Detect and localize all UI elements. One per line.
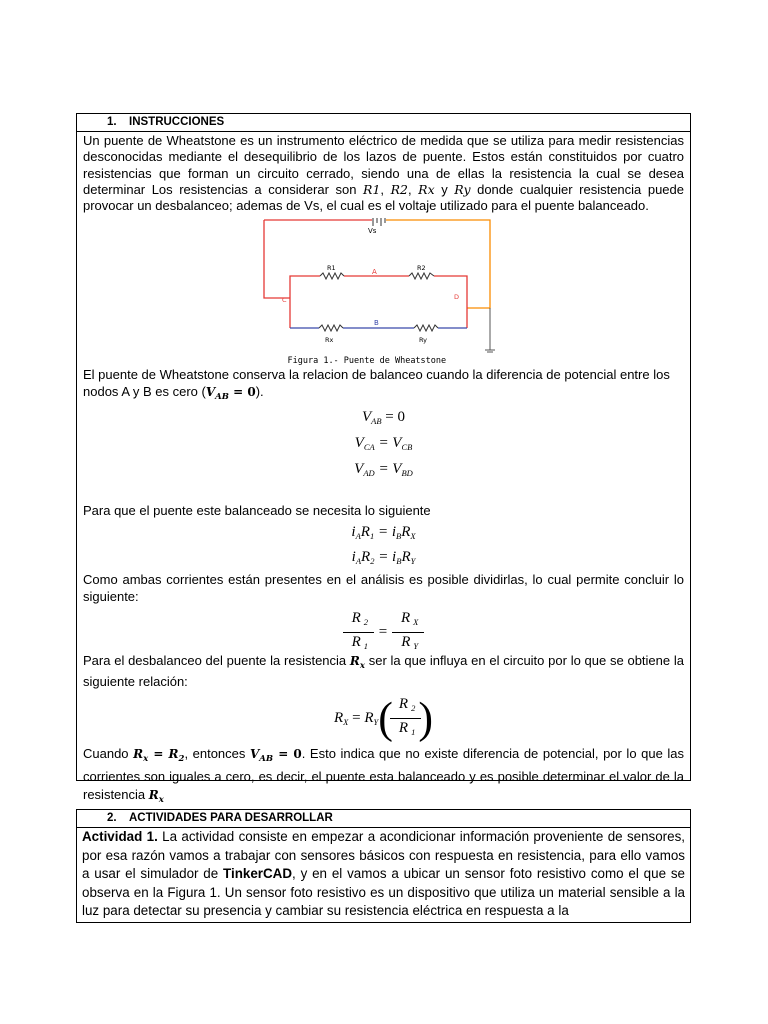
r2-symbol: R2	[390, 181, 408, 197]
vab-sub: AB	[215, 391, 229, 402]
label-c: C	[281, 296, 287, 305]
when-paragraph	[77, 745, 690, 810]
resistor-ry	[414, 325, 438, 331]
eq-vca	[77, 432, 690, 458]
final-d: R	[398, 719, 409, 736]
eq-vab-v: V	[361, 409, 372, 426]
equation-block-1	[77, 406, 690, 484]
vab-eq: = 0	[228, 384, 256, 399]
r1-symbol: R1	[363, 181, 381, 197]
section-header	[77, 810, 690, 828]
section-title: INSTRUCCIONES	[129, 116, 225, 128]
ratio-left-num	[346, 609, 371, 632]
divide-paragraph: Como ambas corrientes están presentes en el análisis es posible dividirlas, lo cual permite concluir lo siguiente:	[83, 572, 684, 604]
label-r1: R1	[326, 264, 336, 273]
label-vs: Vs	[367, 227, 376, 236]
final-lhs-r: R	[334, 709, 344, 726]
eq-vcb-v: = V	[374, 435, 402, 452]
label-a: A	[371, 268, 377, 277]
label-r2: R2	[416, 264, 426, 273]
eq4-r: R	[360, 524, 370, 541]
when-rx-final	[148, 787, 164, 805]
when-r2-sub: 2	[178, 753, 185, 764]
balance-text-2: ).	[255, 383, 264, 399]
unbalance-paragraph	[77, 653, 690, 691]
when-v: V	[249, 746, 260, 761]
eq5-r2: R	[401, 549, 411, 566]
activity-text-2: , y en el vamos a ubicar un sensor foto resistivo como el que se observa en la Figura 1. Un sensor foto resistivo es un dispositivo que utiliza un material sensible a la luz para detectar su presencia y cambiar su resistencia eléctrica en respuesta a la	[82, 866, 685, 918]
right-paren: )	[418, 693, 433, 743]
final-equation	[77, 695, 690, 743]
d1: R	[351, 633, 361, 650]
section-actividades	[76, 809, 691, 923]
section-instrucciones	[76, 113, 691, 805]
final-eq: =	[348, 709, 365, 726]
rx-symbol: Rx	[418, 181, 435, 197]
ratio-right	[395, 609, 421, 656]
when-rx	[133, 746, 185, 764]
eq4-i: i	[351, 524, 356, 541]
final-num	[393, 695, 418, 718]
vab-v: V	[205, 384, 216, 399]
when-rx2-sub: x	[158, 794, 164, 805]
final-frac	[393, 695, 418, 742]
eq4-s4: X	[410, 531, 416, 542]
resistor-r2	[409, 273, 434, 279]
eq5-s3: B	[396, 556, 402, 567]
section-number: 1.	[107, 116, 117, 128]
when-eq: =	[148, 746, 169, 761]
ry-symbol: Ry	[454, 181, 471, 197]
ratio-equation	[77, 609, 690, 651]
ratio-eq: =	[378, 623, 388, 640]
label-ry: Ry	[418, 336, 427, 345]
eq5-r: R	[361, 549, 371, 566]
sep-1: ,	[380, 181, 391, 197]
eq-vcb-sub: CB	[401, 442, 413, 453]
unbalance-text-1: Para el desbalanceo del puente la resistencia	[83, 652, 350, 668]
n2s: X	[413, 616, 419, 627]
left-paren: (	[378, 693, 393, 743]
wheatstone-circuit-diagram	[254, 218, 514, 356]
when-rx-r: R	[133, 746, 144, 761]
unbalance-rx-r: R	[349, 653, 360, 668]
eq-vab-rhs: = 0	[381, 409, 406, 426]
eq-vbd-v: = V	[374, 461, 402, 478]
figure-caption: Figura 1.- Puente de Wheatstone	[287, 356, 447, 367]
when-rx-sub: x	[143, 753, 149, 764]
n1s: 2	[363, 616, 369, 627]
eq-vab	[77, 406, 690, 432]
balance-text-1: El puente de Wheatstone conserva la relacion de balanceo cuando la diferencia de potencial entre los nodos A y B es cero (	[83, 367, 670, 399]
eq-current-2	[77, 547, 690, 572]
final-lhs-sub: X	[343, 716, 349, 727]
sep-2: ,	[407, 181, 419, 197]
eq-vad-v: V	[354, 461, 364, 478]
section-number: 2.	[107, 812, 117, 824]
eq4-s3: B	[396, 531, 402, 542]
when-r2: R	[168, 746, 179, 761]
when-v-sub: AB	[259, 753, 274, 764]
eq4-r2: R	[401, 524, 411, 541]
eq5-s1: A	[355, 556, 362, 567]
final-n-sub: 2	[411, 702, 416, 713]
when-rx2: R	[148, 787, 159, 802]
section-title: ACTIVIDADES PARA DESARROLLAR	[129, 812, 333, 824]
eq5-mid: = i	[374, 549, 397, 566]
eq4-s1: A	[355, 531, 361, 542]
ratio-right-num	[395, 609, 421, 632]
balance-paragraph	[77, 367, 690, 405]
activity-1-paragraph	[77, 828, 690, 921]
final-ry-sub: Y	[373, 716, 379, 727]
when-vab	[249, 746, 302, 764]
n2: R	[401, 609, 411, 626]
label-b: B	[373, 319, 379, 328]
label-rx: Rx	[324, 336, 333, 345]
intro-paragraph	[77, 133, 690, 214]
eq-vad	[77, 458, 690, 484]
needs-paragraph: Para que el puente este balanceado se necesita lo siguiente	[83, 503, 431, 519]
final-d-sub: 1	[411, 726, 416, 737]
ratio-left	[346, 609, 371, 656]
wire-left	[264, 220, 290, 298]
tinkercad-name: TinkerCAD	[223, 866, 293, 881]
final-n: R	[398, 695, 409, 712]
eq-vad-sub: AD	[363, 468, 375, 479]
wire-right	[386, 220, 490, 308]
resistor-rx	[319, 325, 343, 331]
eq-vbd-sub: BD	[401, 468, 413, 479]
final-den	[393, 719, 418, 742]
resistor-r1	[320, 273, 344, 279]
label-d: D	[453, 293, 459, 302]
unbalance-rx	[349, 653, 365, 671]
d2s: Y	[413, 640, 419, 651]
section-header	[77, 114, 690, 132]
unbalance-rx-sub: x	[359, 660, 365, 671]
n1: R	[351, 609, 361, 626]
unbalance-text-2: ser la que influya en el circuito por lo que se obtiene la siguiente relación:	[83, 652, 684, 690]
eq-vca-v: V	[354, 435, 364, 452]
when-text-3: . Esto indica que no existe diferencia de potencial, por lo que las corrientes son iguales a cero, es decir, el puente esta balanceado y es posible determinar el valor de la resistencia	[83, 745, 685, 802]
eq5-s4: Y	[410, 556, 416, 567]
eq-current-1	[77, 522, 690, 547]
eq5-s2: 2	[370, 556, 375, 567]
activity-text-1: La actividad consiste en empezar a acondicionar información proveniente de sensores, por esa razón vamos a trabajar con sensores básicos con respuesta en resistencia, para ello vamos a usar el simulador de	[82, 829, 685, 881]
when-text-1: Cuando	[83, 745, 134, 761]
final-lhs	[334, 710, 378, 726]
intro-text-1: Un puente de Wheatstone es un instrumento eléctrico de medida que se utiliza para medir resistencias desconocidas mediante el desequilibrio de los lazos de puente. Estos están constituidos por cuatro resistencias que forman un circuito cerrado, siendo una de ellas la resistencia la cual se desea determinar Los resistencias a considerar son	[83, 133, 684, 197]
d2: R	[401, 633, 411, 650]
equation-block-2	[77, 522, 690, 572]
when-v-eq: = 0	[273, 746, 302, 761]
d1s: 1	[363, 640, 369, 651]
y-conj: y	[434, 181, 455, 197]
eq-vab-sub: AB	[371, 416, 382, 427]
eq-vca-sub: CA	[363, 442, 375, 453]
intro-text-2: donde cualquier resistencia puede provocar un desbalanceo; ademas de Vs, el cual es el voltaje utilizado para el puente balanceado.	[83, 181, 684, 214]
eq4-mid: = i	[374, 524, 396, 541]
activity-label: Actividad 1.	[82, 829, 158, 844]
bridge-left	[290, 276, 320, 328]
eq4-s2: 1	[369, 531, 375, 542]
final-ry: R	[364, 709, 374, 726]
wheatstone-figure	[254, 218, 514, 367]
eq5-i: i	[351, 549, 356, 566]
vab-symbol	[205, 384, 256, 402]
when-text-2: , entonces	[184, 745, 250, 761]
bridge-right	[434, 276, 467, 328]
